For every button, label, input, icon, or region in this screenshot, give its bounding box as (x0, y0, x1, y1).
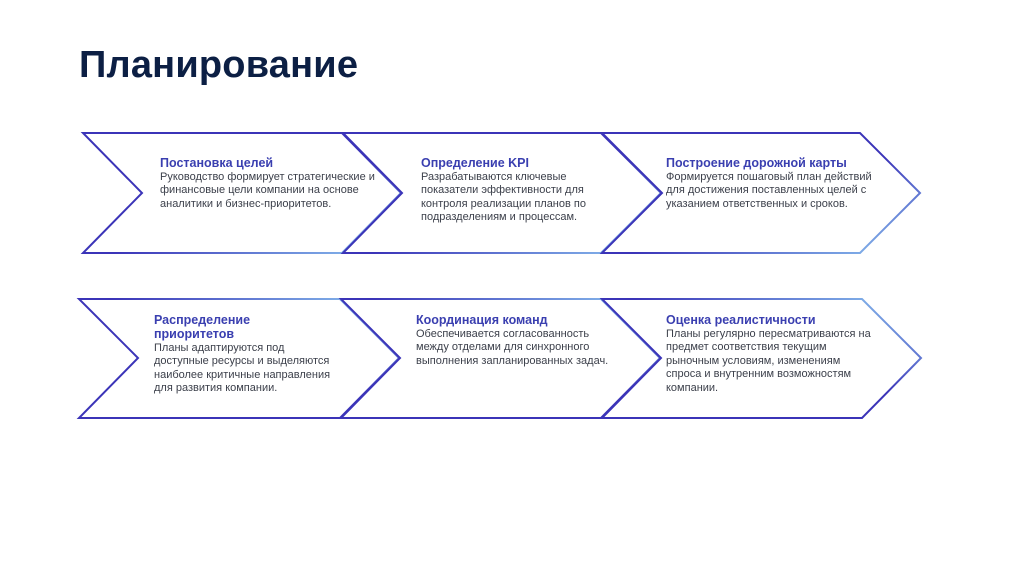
step-planning-goals (160, 156, 380, 211)
step-kpi (421, 156, 621, 225)
step-description: Обеспечивается согласованность между отделами для синхронного выполнения запланированных задач. (416, 328, 609, 367)
step-title: Распределение приоритетов (154, 313, 251, 341)
step-title: Построение дорожной карты (666, 156, 847, 170)
step-title: Определение KPI (421, 156, 529, 170)
step-description: Формируется пошаговый план действий для достижения поставленных целей с указанием ответственных и сроков. (666, 171, 872, 210)
step-coordination (416, 313, 616, 368)
step-priorities (154, 313, 344, 396)
step-description: Планы регулярно пересматриваются на предмет соответствия текущим рыночным условиям, изменениям спроса и внутренним возможностям компании. (666, 328, 871, 394)
step-feasibility (666, 313, 876, 395)
step-description: Планы адаптируются под доступные ресурсы и выделяются наиболее критичные направления для развития компании. (154, 342, 331, 395)
step-description: Руководство формирует стратегические и финансовые цели компании на основе аналитики и бизнес-приоритетов. (160, 171, 375, 210)
step-title: Координация команд (416, 313, 548, 327)
step-title: Постановка целей (160, 156, 274, 170)
step-description: Разрабатываются ключевые показатели эффективности для контроля реализации планов по подразделениям и процессам. (421, 171, 586, 224)
page-title: Планирование (79, 44, 359, 86)
step-title: Оценка реалистичности (666, 313, 816, 327)
step-roadmap (666, 156, 881, 211)
